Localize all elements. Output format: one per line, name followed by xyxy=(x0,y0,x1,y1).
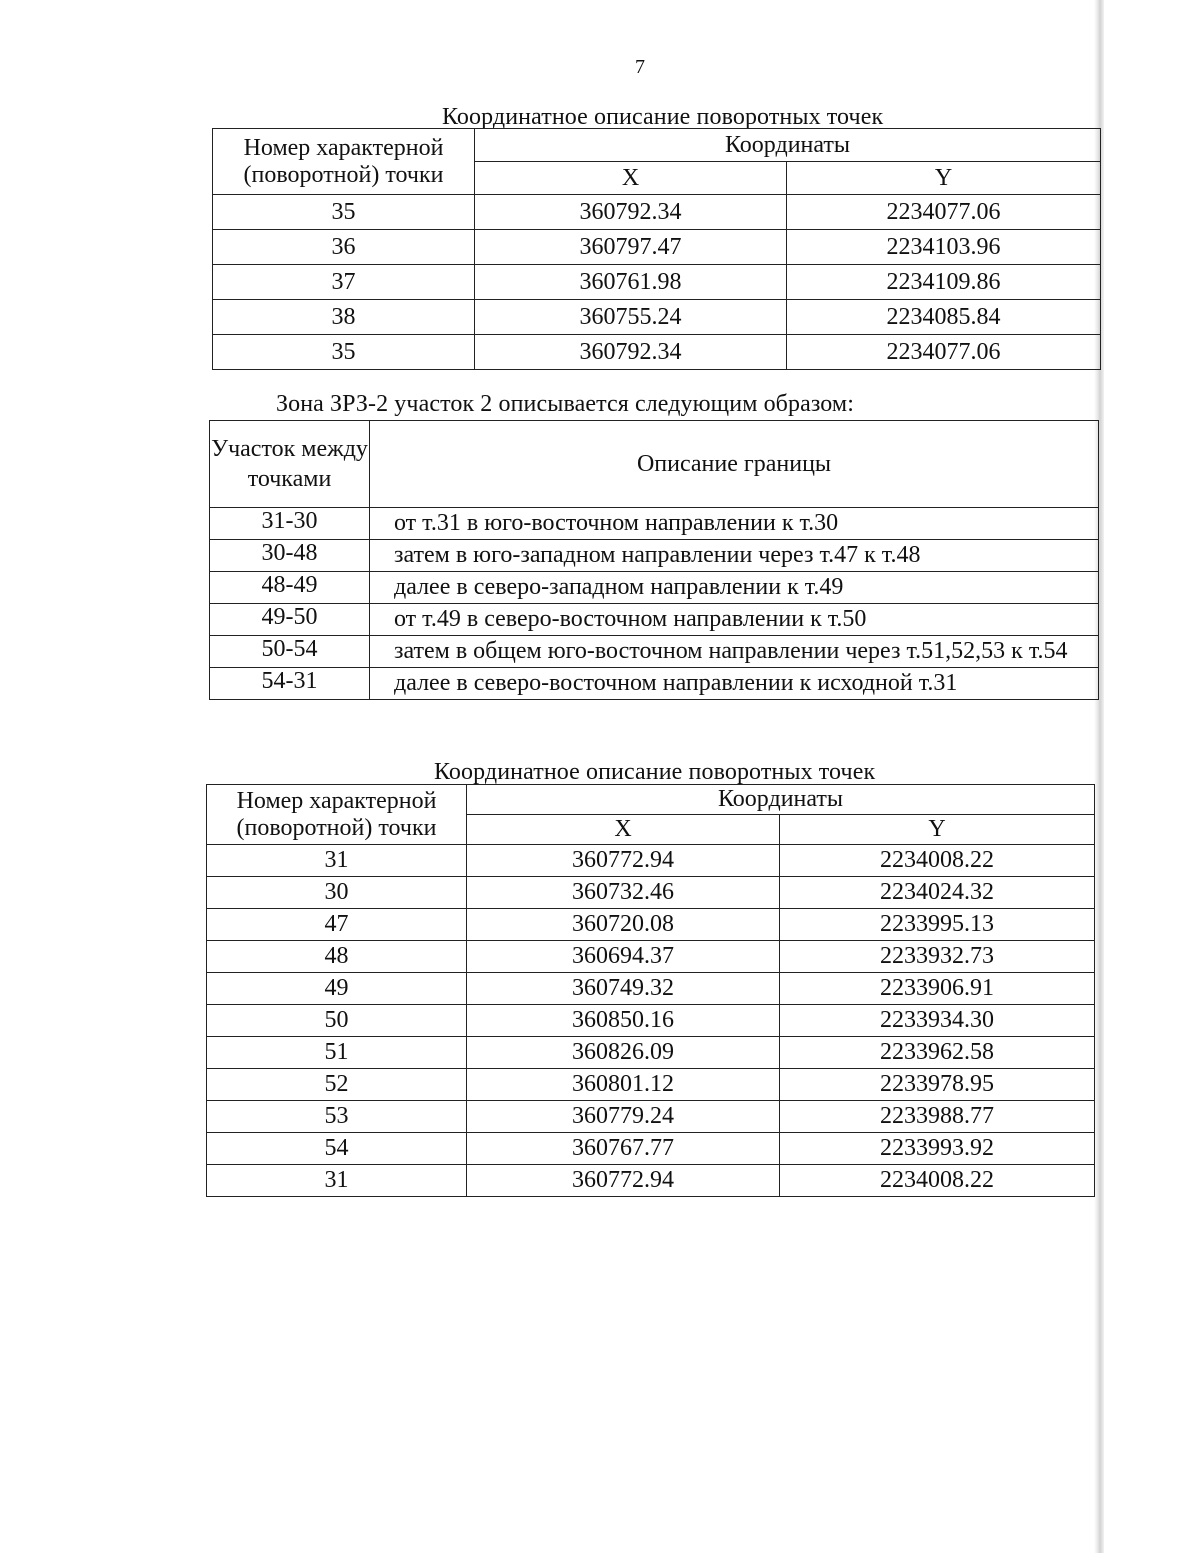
y-coordinate-cell: 2234103.96 xyxy=(787,230,1101,265)
header-point-number: Номер характерной (поворотной) точки xyxy=(213,129,475,195)
point-number-cell: 31 xyxy=(207,1165,467,1197)
point-number-cell: 38 xyxy=(213,300,475,335)
y-coordinate-cell: 2233995.13 xyxy=(780,909,1095,941)
x-coordinate-cell: 360761.98 xyxy=(475,265,787,300)
table2-body xyxy=(210,508,1099,700)
x-coordinate-cell: 360772.94 xyxy=(467,1165,780,1197)
x-coordinate-cell: 360801.12 xyxy=(467,1069,780,1101)
x-coordinate-cell: 360779.24 xyxy=(467,1101,780,1133)
y-coordinate-cell: 2234008.22 xyxy=(780,1165,1095,1197)
x-coordinate-cell: 360755.24 xyxy=(475,300,787,335)
segment-cell: 48-49 xyxy=(210,572,370,604)
segment-cell: 30-48 xyxy=(210,540,370,572)
boundary-description-cell: далее в северо-западном направлении к т.49 xyxy=(370,572,1099,604)
header-coordinates: Координаты xyxy=(475,129,1101,162)
y-coordinate-cell: 2234024.32 xyxy=(780,877,1095,909)
table-row xyxy=(210,604,1099,636)
boundary-description-cell: затем в юго-западном направлении через т.47 к т.48 xyxy=(370,540,1099,572)
x-coordinate-cell: 360732.46 xyxy=(467,877,780,909)
x-coordinate-cell: 360792.34 xyxy=(475,195,787,230)
table-row xyxy=(210,572,1099,604)
point-number-cell: 31 xyxy=(207,845,467,877)
segment-cell: 49-50 xyxy=(210,604,370,636)
segment-cell: 50-54 xyxy=(210,636,370,668)
y-coordinate-cell: 2234008.22 xyxy=(780,845,1095,877)
point-number-cell: 47 xyxy=(207,909,467,941)
zone-caption: Зона ЗРЗ-2 участок 2 описывается следующим образом: xyxy=(276,391,854,417)
boundary-description-cell: от т.31 в юго-восточном направлении к т.30 xyxy=(370,508,1099,540)
x-coordinate-cell: 360850.16 xyxy=(467,1005,780,1037)
y-coordinate-cell: 2234109.86 xyxy=(787,265,1101,300)
header-y: Y xyxy=(780,815,1095,845)
y-coordinate-cell: 2233978.95 xyxy=(780,1069,1095,1101)
table-row xyxy=(207,909,1095,941)
header-y: Y xyxy=(787,162,1101,195)
table-row xyxy=(207,1133,1095,1165)
boundary-description-cell: затем в общем юго-восточном направлении через т.51,52,53 к т.54 xyxy=(370,636,1099,668)
y-coordinate-cell: 2234077.06 xyxy=(787,335,1101,370)
table-row xyxy=(207,941,1095,973)
x-coordinate-cell: 360767.77 xyxy=(467,1133,780,1165)
y-coordinate-cell: 2233988.77 xyxy=(780,1101,1095,1133)
header-point-number: Номер характерной (поворотной) точки xyxy=(207,785,467,845)
y-coordinate-cell: 2233934.30 xyxy=(780,1005,1095,1037)
point-number-cell: 37 xyxy=(213,265,475,300)
point-number-cell: 52 xyxy=(207,1069,467,1101)
coordinates-table-1 xyxy=(212,128,1101,370)
point-number-cell: 36 xyxy=(213,230,475,265)
point-number-cell: 35 xyxy=(213,195,475,230)
segment-cell: 54-31 xyxy=(210,668,370,700)
x-coordinate-cell: 360694.37 xyxy=(467,941,780,973)
table-row xyxy=(213,230,1101,265)
table-row xyxy=(210,508,1099,540)
table-row xyxy=(207,1069,1095,1101)
header-x: X xyxy=(475,162,787,195)
table-row xyxy=(207,845,1095,877)
segment-cell: 31-30 xyxy=(210,508,370,540)
header-description: Описание границы xyxy=(370,421,1099,508)
table-row xyxy=(210,668,1099,700)
point-number-cell: 49 xyxy=(207,973,467,1005)
y-coordinate-cell: 2233962.58 xyxy=(780,1037,1095,1069)
table3-caption: Координатное описание поворотных точек xyxy=(434,759,876,785)
boundary-description-cell: от т.49 в северо-восточном направлении к т.50 xyxy=(370,604,1099,636)
header-coordinates: Координаты xyxy=(467,785,1095,815)
point-number-cell: 51 xyxy=(207,1037,467,1069)
table-row xyxy=(207,1037,1095,1069)
page-number: 7 xyxy=(635,56,645,78)
point-number-cell: 48 xyxy=(207,941,467,973)
table-row xyxy=(213,265,1101,300)
point-number-cell: 50 xyxy=(207,1005,467,1037)
table3-body xyxy=(207,845,1095,1197)
x-coordinate-cell: 360720.08 xyxy=(467,909,780,941)
table1-caption: Координатное описание поворотных точек xyxy=(442,104,884,130)
table-row xyxy=(213,300,1101,335)
table-row xyxy=(207,1005,1095,1037)
table-row xyxy=(210,636,1099,668)
boundary-description-table xyxy=(209,420,1099,700)
x-coordinate-cell: 360792.34 xyxy=(475,335,787,370)
y-coordinate-cell: 2233993.92 xyxy=(780,1133,1095,1165)
point-number-cell: 54 xyxy=(207,1133,467,1165)
table-row xyxy=(210,540,1099,572)
table-row xyxy=(207,973,1095,1005)
table-row xyxy=(207,877,1095,909)
table-row xyxy=(213,335,1101,370)
x-coordinate-cell: 360797.47 xyxy=(475,230,787,265)
y-coordinate-cell: 2234077.06 xyxy=(787,195,1101,230)
x-coordinate-cell: 360826.09 xyxy=(467,1037,780,1069)
table-row xyxy=(207,1101,1095,1133)
point-number-cell: 53 xyxy=(207,1101,467,1133)
header-x: X xyxy=(467,815,780,845)
table-row xyxy=(213,195,1101,230)
coordinates-table-2 xyxy=(206,784,1095,1197)
point-number-cell: 30 xyxy=(207,877,467,909)
table-row xyxy=(207,1165,1095,1197)
x-coordinate-cell: 360749.32 xyxy=(467,973,780,1005)
header-segment: Участок между точками xyxy=(210,421,370,508)
y-coordinate-cell: 2233932.73 xyxy=(780,941,1095,973)
x-coordinate-cell: 360772.94 xyxy=(467,845,780,877)
point-number-cell: 35 xyxy=(213,335,475,370)
y-coordinate-cell: 2233906.91 xyxy=(780,973,1095,1005)
table1-body xyxy=(213,195,1101,370)
boundary-description-cell: далее в северо-восточном направлении к исходной т.31 xyxy=(370,668,1099,700)
y-coordinate-cell: 2234085.84 xyxy=(787,300,1101,335)
